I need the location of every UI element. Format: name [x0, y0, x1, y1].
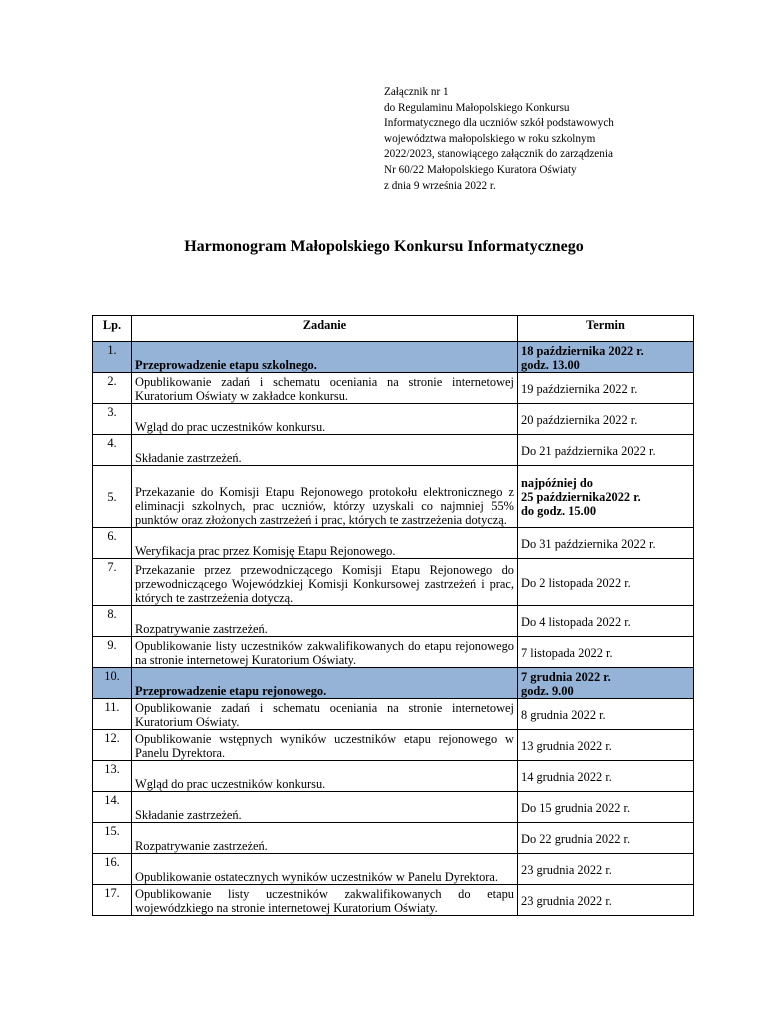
- attachment-line: Nr 60/22 Małopolskiego Kuratora Oświaty: [384, 163, 577, 176]
- row-lp: 6.: [93, 528, 132, 559]
- row-term: [518, 699, 694, 730]
- row-task: Składanie zastrzeżeń.: [132, 435, 518, 466]
- row-lp: 8.: [93, 606, 132, 637]
- attachment-line: 2022/2023, stanowiącego załącznik do zarządzenia: [384, 148, 613, 161]
- table-row: [93, 730, 694, 761]
- row-term: [518, 885, 694, 916]
- row-task: Przekazanie do Komisji Etapu Rejonowego protokołu elektronicznego z eliminacji szkolnych, prac uczniów, którzy uzyskali co najmniej 55% punktów oraz złożonych zastrzeżeń i prac, których te zastrzeżenia dotyczą.: [132, 466, 518, 528]
- row-lp: 3.: [93, 404, 132, 435]
- row-lp: 2.: [93, 373, 132, 404]
- term-line: 7 listopada 2022 r.: [521, 645, 613, 660]
- row-task: Przeprowadzenie etapu szkolnego.: [132, 342, 518, 373]
- term-line: godz. 13.00: [521, 357, 580, 372]
- row-lp: 5.: [93, 466, 132, 528]
- term-line: Do 31 października 2022 r.: [521, 536, 656, 551]
- row-term: [518, 435, 694, 466]
- table-row: [93, 699, 694, 730]
- row-task: Przeprowadzenie etapu rejonowego.: [132, 668, 518, 699]
- table-row: [93, 823, 694, 854]
- row-lp: 12.: [93, 730, 132, 761]
- table-row: [93, 792, 694, 823]
- term-line: 14 grudnia 2022 r.: [521, 769, 612, 784]
- attachment-note: [384, 85, 684, 194]
- row-term: [518, 373, 694, 404]
- row-term: [518, 559, 694, 606]
- row-lp: 4.: [93, 435, 132, 466]
- table-row: [93, 559, 694, 606]
- term-line: Do 2 listopada 2022 r.: [521, 575, 631, 590]
- table-row: [93, 373, 694, 404]
- row-task: Opublikowanie ostatecznych wyników uczestników w Panelu Dyrektora.: [132, 854, 518, 885]
- term-line: 8 grudnia 2022 r.: [521, 707, 606, 722]
- row-term: [518, 528, 694, 559]
- row-term: [518, 606, 694, 637]
- row-task: Opublikowanie listy uczestników zakwalifikowanych do etapu rejonowego na stronie internetowej Kuratorium Oświaty.: [132, 637, 518, 668]
- row-term: [518, 637, 694, 668]
- table-row: [93, 606, 694, 637]
- term-line: 20 października 2022 r.: [521, 412, 638, 427]
- row-lp: 7.: [93, 559, 132, 606]
- row-task: Opublikowanie zadań i schematu oceniania na stronie internetowej Kuratorium Oświaty w zakładce konkursu.: [132, 373, 518, 404]
- table-row: [93, 854, 694, 885]
- row-task: Opublikowanie zadań i schematu oceniania na stronie internetowej Kuratorium Oświaty.: [132, 699, 518, 730]
- attachment-line: do Regulaminu Małopolskiego Konkursu: [384, 101, 570, 114]
- row-term: [518, 466, 694, 528]
- table-row: [93, 885, 694, 916]
- attachment-line: z dnia 9 września 2022 r.: [384, 179, 496, 192]
- term-line: do godz. 15.00: [521, 504, 597, 518]
- row-task: Rozpatrywanie zastrzeżeń.: [132, 606, 518, 637]
- row-term: [518, 854, 694, 885]
- header-term: Termin: [518, 316, 694, 342]
- term-line: 19 października 2022 r.: [521, 381, 638, 396]
- schedule-table: [92, 315, 694, 916]
- row-term: [518, 668, 694, 699]
- table-row: [93, 404, 694, 435]
- row-lp: 13.: [93, 761, 132, 792]
- row-term: [518, 730, 694, 761]
- term-line: Do 4 listopada 2022 r.: [521, 614, 631, 629]
- row-task: Opublikowanie listy uczestników zakwalifikowanych do etapu wojewódzkiego na stronie internetowej Kuratorium Oświaty.: [132, 885, 518, 916]
- term-line: 23 grudnia 2022 r.: [521, 893, 612, 908]
- row-lp: 17.: [93, 885, 132, 916]
- row-lp: 15.: [93, 823, 132, 854]
- term-line: Do 22 grudnia 2022 r.: [521, 831, 631, 846]
- attachment-line: Informatycznego dla uczniów szkół podstawowych: [384, 117, 614, 130]
- table-row: [93, 668, 694, 699]
- row-lp: 14.: [93, 792, 132, 823]
- term-line: 18 października 2022 r.: [521, 343, 644, 358]
- table-row: [93, 528, 694, 559]
- row-task: Rozpatrywanie zastrzeżeń.: [132, 823, 518, 854]
- table-header-row: [93, 316, 694, 342]
- row-task: Składanie zastrzeżeń.: [132, 792, 518, 823]
- row-task: Wgląd do prac uczestników konkursu.: [132, 761, 518, 792]
- table-row: [93, 761, 694, 792]
- term-line: 23 grudnia 2022 r.: [521, 862, 612, 877]
- row-task: Wgląd do prac uczestników konkursu.: [132, 404, 518, 435]
- row-lp: 9.: [93, 637, 132, 668]
- header-lp: Lp.: [93, 316, 132, 342]
- row-lp: 16.: [93, 854, 132, 885]
- table-row: [93, 435, 694, 466]
- row-task: Opublikowanie wstępnych wyników uczestników etapu rejonowego w Panelu Dyrektora.: [132, 730, 518, 761]
- term-line: 13 grudnia 2022 r.: [521, 738, 612, 753]
- attachment-line: Załącznik nr 1: [384, 86, 449, 98]
- attachment-line: województwa małopolskiego w roku szkolnym: [384, 132, 596, 145]
- term-line: godz. 9.00: [521, 683, 574, 698]
- table-row: [93, 466, 694, 528]
- header-task: Zadanie: [132, 316, 518, 342]
- table-row: [93, 637, 694, 668]
- row-lp: 11.: [93, 699, 132, 730]
- row-term: [518, 761, 694, 792]
- term-line: 7 grudnia 2022 r.: [521, 669, 611, 684]
- term-line: 25 października2022 r.: [521, 490, 641, 504]
- row-term: [518, 404, 694, 435]
- row-term: [518, 792, 694, 823]
- term-line: najpóźniej do: [521, 476, 593, 490]
- row-lp: 10.: [93, 668, 132, 699]
- page-title: Harmonogram Małopolskiego Konkursu Informatycznego: [184, 238, 584, 255]
- row-task: Weryfikacja prac przez Komisję Etapu Rejonowego.: [132, 528, 518, 559]
- table-row: [93, 342, 694, 373]
- term-line: Do 15 grudnia 2022 r.: [521, 800, 631, 815]
- term-line: Do 21 października 2022 r.: [521, 443, 656, 458]
- row-term: [518, 823, 694, 854]
- row-task: Przekazanie przez przewodniczącego Komisji Etapu Rejonowego do przewodniczącego Wojewódzkiej Komisji Konkursowej zastrzeżeń i prac, których te zastrzeżenia dotyczą.: [132, 559, 518, 606]
- row-term: [518, 342, 694, 373]
- row-lp: 1.: [93, 342, 132, 373]
